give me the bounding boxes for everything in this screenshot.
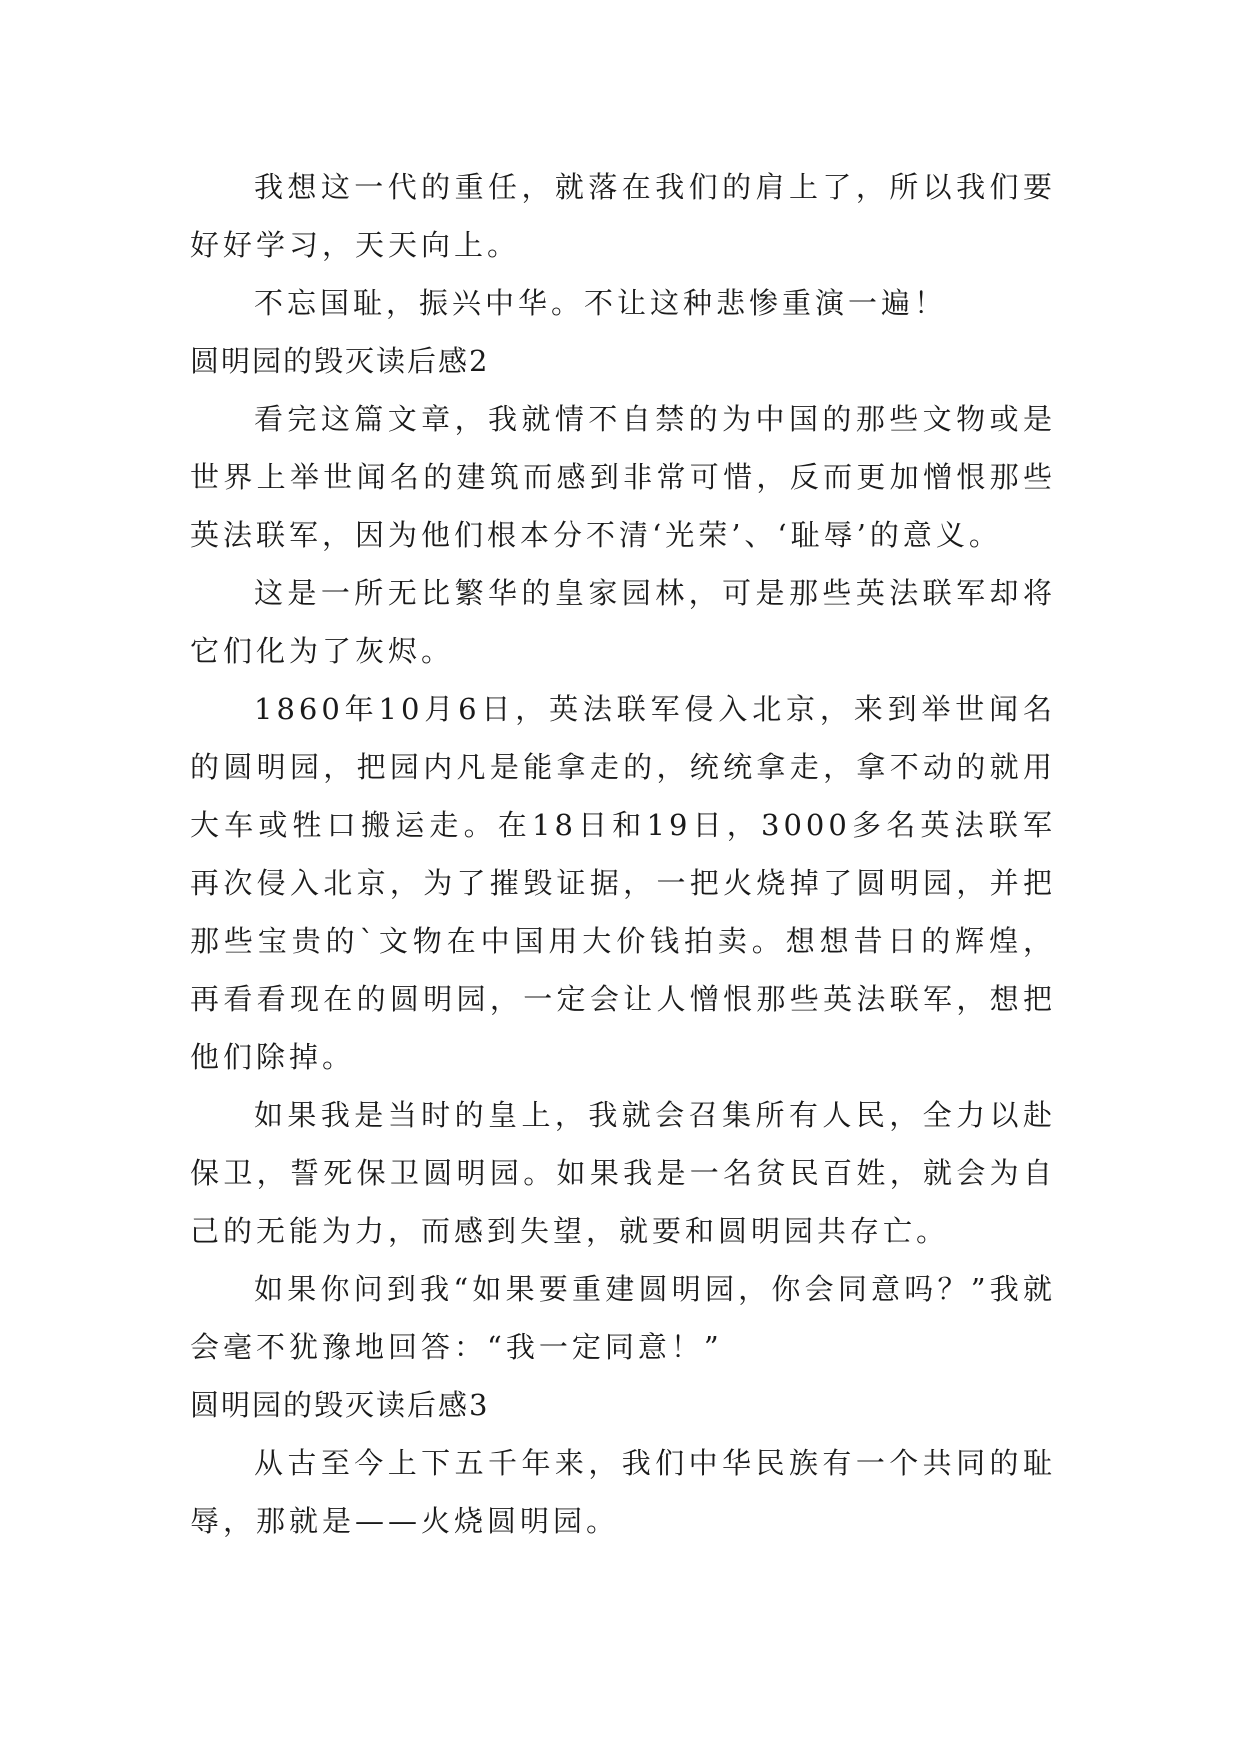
paragraph: 1860年10月6日，英法联军侵入北京，来到举世闻名的圆明园，把园内凡是能拿走的，统统拿走，拿不动的就用大车或牲口搬运走。在18日和19日，3000多名英法联军再次侵入北京，为了摧毁证据，一把火烧掉了圆明园，并把那些宝贵的`文物在中国用大价钱拍卖。想想昔日的辉煌，再看看现在的圆明园，一定会让人憎恨那些英法联军，想把他们除掉。 [190, 692, 1056, 1074]
paragraph: 如果我是当时的皇上，我就会召集所有人民，全力以赴保卫，誓死保卫圆明园。如果我是一名贫民百姓，就会为自己的无能为力，而感到失望，就要和圆明园共存亡。 [190, 1098, 1056, 1248]
paragraph: 看完这篇文章，我就情不自禁的为中国的那些文物或是世界上举世闻名的建筑而感到非常可惜，反而更加憎恨那些英法联军，因为他们根本分不清‘光荣’、‘耻辱’的意义。 [190, 402, 1056, 552]
document-page [190, 158, 1056, 1550]
section-heading: 圆明园的毁灭读后感3 [190, 1388, 490, 1422]
paragraph: 我想这一代的重任，就落在我们的肩上了，所以我们要好好学习，天天向上。 [190, 170, 1056, 262]
paragraph: 这是一所无比繁华的皇家园林，可是那些英法联军却将它们化为了灰烬。 [190, 576, 1056, 668]
paragraph: 如果你问到我“如果要重建圆明园，你会同意吗？”我就会毫不犹豫地回答：“我一定同意！” [190, 1272, 1056, 1364]
section-heading: 圆明园的毁灭读后感2 [190, 344, 490, 378]
paragraph: 不忘国耻，振兴中华。不让这种悲惨重演一遍！ [254, 286, 948, 320]
paragraph: 从古至今上下五千年来，我们中华民族有一个共同的耻辱，那就是——火烧圆明园。 [190, 1446, 1056, 1538]
